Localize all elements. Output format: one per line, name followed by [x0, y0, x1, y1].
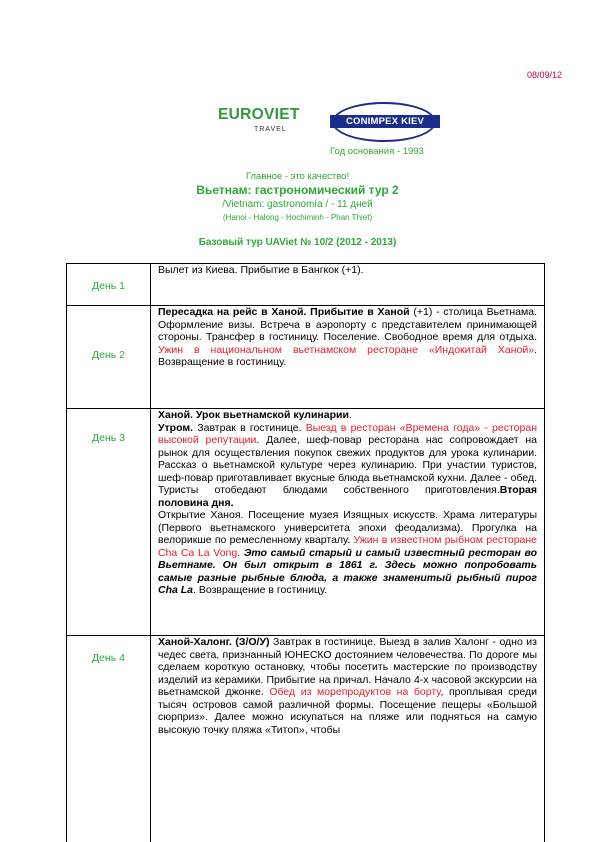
day-label: День 4	[67, 636, 151, 842]
highlighted-text: Ужин в национальном вьетнамском ресторане «Индокитай Ханой»	[158, 343, 535, 356]
highlighted-text: Обед из морепродуктов на борту	[269, 686, 441, 698]
emphasis-text: Это самый старый и самый известный ресторан во Вьетнаме. Он был открыт в 1861 г. Здесь можно попробовать самые разные рыбные блюда, а также знаменитый рыбный пирог Cha La	[158, 546, 537, 596]
highlighted-text: Выезд в ресторан «Времена года» - ресторан высокой репутации	[158, 421, 537, 446]
emphasis-text: Ханой-Халонг. (З/О/У)	[158, 636, 270, 648]
itinerary-row	[67, 306, 545, 409]
emphasis-text: Пересадка на рейс в Ханой. Прибытие в Ханой	[158, 306, 410, 318]
founded-year: Год основания - 1993	[330, 146, 424, 157]
day-label: День 2	[67, 306, 151, 409]
itinerary-row	[67, 636, 545, 842]
day-description	[151, 409, 545, 636]
description-text: . Возвращение в гостиницу.	[158, 343, 537, 368]
description-text: Завтрак в гостинице.	[193, 421, 306, 434]
page-title: Вьетнам: гастрономический тур 2	[196, 183, 399, 197]
highlighted-text: Ужин в известном рыбном ресторане Cha Ca La Vong	[158, 534, 538, 559]
emphasis-text: Утром.	[158, 421, 194, 434]
day-label: День 1	[67, 264, 151, 306]
day-description	[151, 264, 545, 306]
itinerary-row	[67, 409, 545, 636]
day-description	[151, 636, 545, 842]
description-text: , проплывая среди тысяч островов самой различной формы. Посещение пещеры «Большой сюрприз». Далее можно искупаться на пляже или подняться на самую высокую точку пляжа «Титоп», чтобы	[158, 686, 537, 736]
emphasis-text: Вторая половина дня.	[158, 484, 537, 509]
day-description	[151, 306, 545, 409]
emphasis-text: Ханой. Урок вьетнамской кулинарии	[158, 409, 349, 421]
tagline: Главное - это качество!	[245, 171, 350, 182]
route: (Hanoi - Halong - Hochiminh - Phan Thiet)	[222, 213, 373, 222]
euroviet-logo-text: EUROVIET	[218, 106, 300, 123]
description-text: .	[237, 546, 244, 559]
description-text: . Возвращение в гостиницу.	[193, 584, 328, 596]
conimpex-logo	[330, 102, 440, 144]
itinerary-table	[66, 263, 545, 842]
description-text: . Далее, шеф-повар ресторана нас сопровождает на рынок для осуществления покупок свежих продуктов для урока кулинарии. Рассказ о вьетнамской культуре через кулинарию. При участии туристов, шеф-повар приготавливает вкусные блюда вьетнамской кухни. Далее - обед. Туристы отобедают блюдами собственного приготовления.	[158, 434, 537, 496]
page-subtitle: /Vietnam: gastronomía / - 11 дней	[222, 199, 373, 210]
euroviet-logo	[218, 106, 318, 142]
euroviet-logo-subtitle: TRAVEL	[254, 126, 287, 133]
conimpex-logo-text: CONIMPEX KIEV	[330, 115, 440, 128]
itinerary-row	[67, 264, 545, 306]
description-text: Вылет из Киева. Прибытие в Бангкок (+1).	[158, 264, 364, 276]
day-label: День 3	[67, 409, 151, 636]
base-tour-code: Базовый тур UAViet № 10/2 (2012 - 2013)	[198, 237, 397, 248]
description-text: Завтрак в гостинице. Выезд в залив Халонг - одно из чедес света, признанный ЮНЕСКО достоянием человечества. По дороге мы сделаем короткую остановку, чтобы посетить мастерские по производству изделий из керамики. Прибытие на причал. Начало 4-х часовой экскурсии на вьетнамской джонке.	[158, 636, 537, 698]
document-date: 08/09/12	[527, 70, 563, 80]
description-text: (+1) - столица Вьетнама. Оформление визы. Встреча в аэропорту с представителем принимающей стороны. Трансфер в гостиницу. Поселение. Свободное время для отдыха.	[158, 306, 537, 343]
description-text: .	[348, 409, 352, 421]
description-text: Открытие Ханоя. Посещение музея Изящных искусств. Храма литературы (Первого вьетнамского университета эпохи феодализма). Прогулка на велорикше по ремесленному кварталу.	[158, 509, 537, 546]
